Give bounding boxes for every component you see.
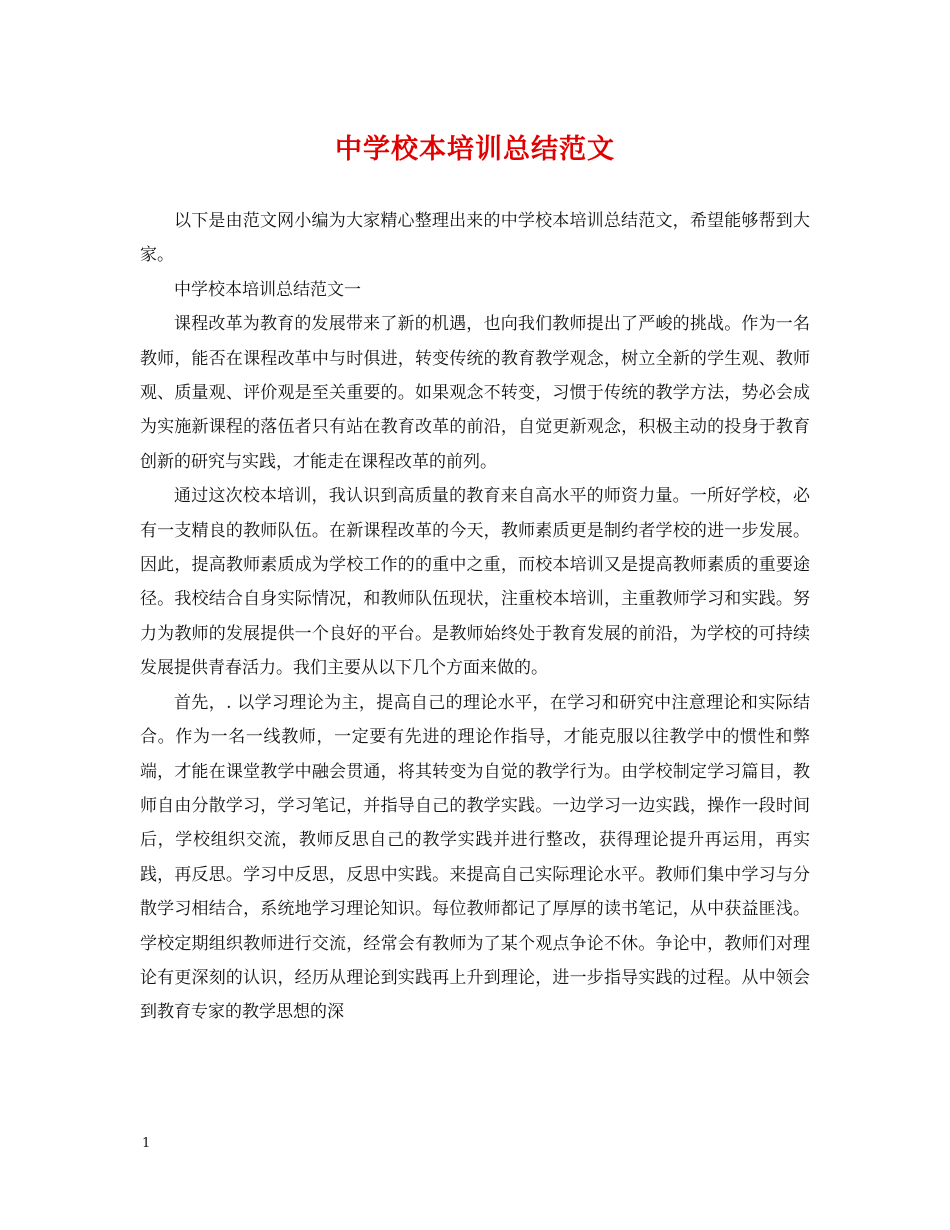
document-body [140,204,810,1030]
body-paragraph: 课程改革为教育的发展带来了新的机遇，也向我们教师提出了严峻的挑战。作为一名教师，能否在课程改革中与时俱进，转变传统的教育教学观念，树立全新的学生观、教师观、质量观、评价观是至关重要的。如果观念不转变，习惯于传统的教学方法，势必会成为实施新课程的落伍者只有站在教育改革的前沿，自觉更新观念，积极主动的投身于教育创新的研究与实践，才能走在课程改革的前列。 [140,314,810,472]
intro-paragraph: 以下是由范文网小编为大家精心整理出来的中学校本培训总结范文，希望能够帮到大家。 [140,211,810,266]
body-paragraph: 通过这次校本培训，我认识到高质量的教育来自高水平的师资力量。一所好学校，必有一支精良的教师队伍。在新课程改革的今天，教师素质更是制约者学校的进一步发展。因此，提高教师素质成为学校工作的的重中之重，而校本培训又是提高教师素质的重要途径。我校结合自身实际情况，和教师队伍现状，注重校本培训，主重教师学习和实践。努力为教师的发展提供一个良好的平台。是教师始终处于教育发展的前沿，为学校的可持续发展提供青春活力。我们主要从以下几个方面来做的。 [140,486,810,679]
page-number: 1 [142,1136,151,1151]
body-paragraph: 首先，. 以学习理论为主，提高自己的理论水平，在学习和研究中注意理论和实际结合。作为一名一线教师，一定要有先进的理论作指导，才能克服以往教学中的惯性和弊端，才能在课堂教学中融会贯通，将其转变为自觉的教学行为。由学校制定学习篇目，教师自由分散学习，学习笔记，并指导自己的教学实践。一边学习一边实践，操作一段时间后，学校组织交流，教师反思自己的教学实践并进行整改，获得理论提升再运用，再实践，再反思。学习中反思，反思中实践。来提高自己实际理论水平。教师们集中学习与分散学习相结合，系统地学习理论知识。每位教师都记了厚厚的读书笔记，从中获益匪浅。学校定期组织教师进行交流，经常会有教师为了某个观点争论不休。争论中，教师们对理论有更深刻的认识，经历从理论到实践再上升到理论，进一步指导实践的过程。从中领会到教育专家的教学思想的深 [140,692,810,1023]
document-title: 中学校本培训总结范文 [335,134,615,165]
section-heading: 中学校本培训总结范文一 [174,279,361,300]
